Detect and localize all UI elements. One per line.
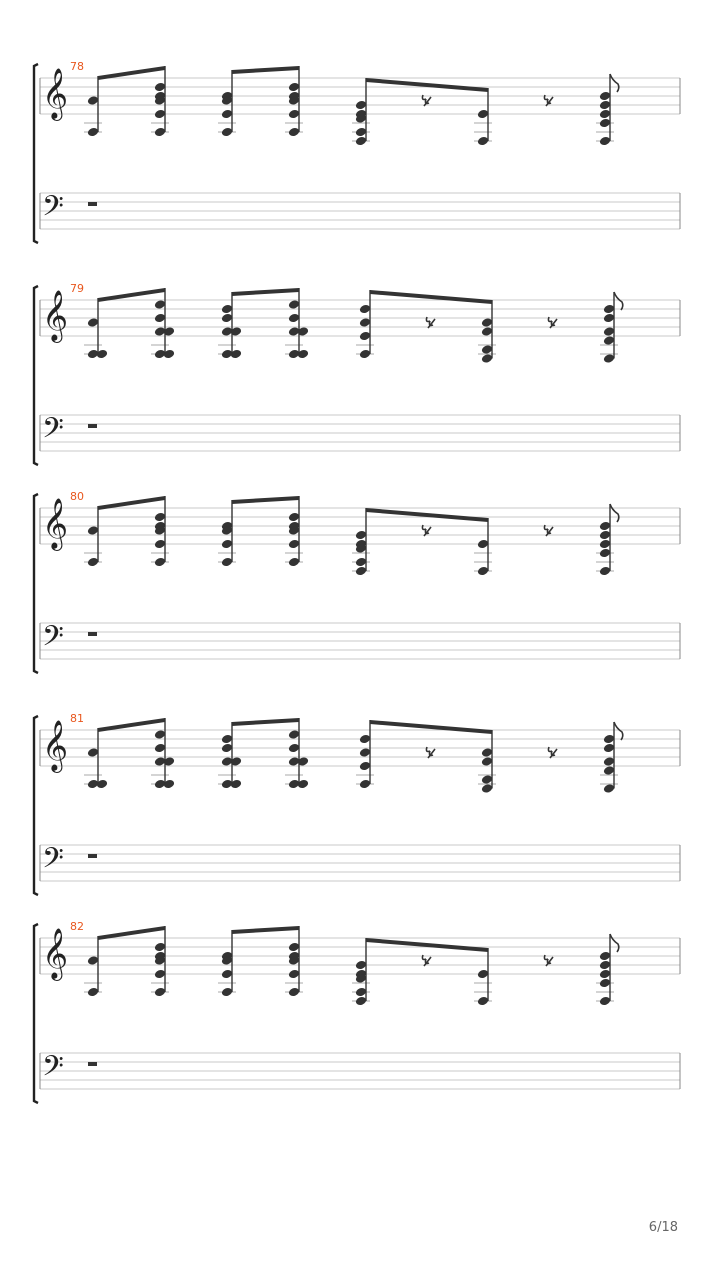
treble-staff [40,300,680,336]
beam [366,508,488,522]
eighth-flag [610,74,619,92]
half-rest [88,1062,97,1066]
measure-number: 79 [70,282,84,295]
system-bracket [34,64,38,243]
system-bracket [34,716,38,895]
page-number: 6/18 [648,1220,678,1235]
bass-clef-icon: 𝄢 [42,620,64,660]
beam [370,720,492,734]
system-82 [34,920,680,1103]
sixteenth-rest [422,95,431,106]
measure-number: 78 [70,60,84,73]
half-rest [88,424,97,428]
sixteenth-rest [422,525,431,536]
system-80 [34,490,680,673]
system-81 [34,712,680,895]
system-bracket [34,494,38,673]
half-rest [88,202,97,206]
half-rest [88,632,97,636]
eighth-flag [610,504,619,522]
treble-staff [40,730,680,766]
bass-clef-icon: 𝄢 [42,190,64,230]
treble-clef-icon: 𝄞 [42,720,69,771]
eighth-flag [610,934,619,952]
beam [232,66,299,74]
measure-number: 80 [70,490,84,503]
bass-clef-icon: 𝄢 [42,842,64,882]
treble-clef-icon: 𝄞 [42,928,69,979]
eighth-flag [614,722,623,740]
measure-number: 81 [70,712,84,725]
sixteenth-rest [548,747,557,758]
beam [232,496,299,504]
eighth-flag [614,292,623,310]
system-79 [34,282,680,465]
beam [232,288,299,296]
sixteenth-rest [426,747,435,758]
sixteenth-rest [544,525,553,536]
beam [232,718,299,726]
system-bracket [34,924,38,1103]
bass-staff [40,623,680,659]
beam [366,78,488,92]
sixteenth-rest [544,95,553,106]
sixteenth-rest [548,317,557,328]
treble-clef-icon: 𝄞 [42,290,69,341]
beam [232,926,299,934]
bass-staff [40,415,680,451]
treble-clef-icon: 𝄞 [42,498,69,549]
system-78 [34,60,680,243]
beam [366,938,488,952]
treble-clef-icon: 𝄞 [42,68,69,119]
measure-number: 82 [70,920,84,933]
beam [370,290,492,304]
bass-staff [40,193,680,229]
system-bracket [34,286,38,465]
sixteenth-rest [544,955,553,966]
sixteenth-rest [426,317,435,328]
bass-staff [40,845,680,881]
bass-staff [40,1053,680,1089]
bass-clef-icon: 𝄢 [42,1050,64,1090]
half-rest [88,854,97,858]
sixteenth-rest [422,955,431,966]
bass-clef-icon: 𝄢 [42,412,64,452]
